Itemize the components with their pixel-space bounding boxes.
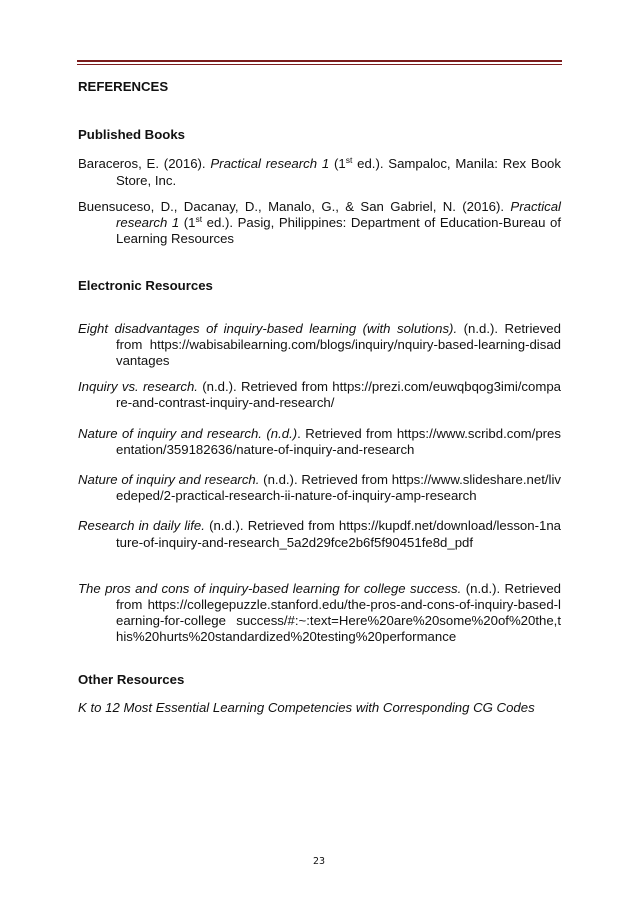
- reference-item: [78, 321, 561, 370]
- ref-publisher: ed.). Pasig, Philippines: Department of Education-Bureau of Learning Resources: [116, 215, 561, 247]
- ref-authors: Buensuceso, D., Dacanay, D., Manalo, G., & San Gabriel, N. (2016).: [78, 198, 511, 214]
- ref-title: Practical research 1: [210, 156, 330, 172]
- ref-url[interactable]: https://collegepuzzle.stanford.edu/the-pros-and-cons-of-inquiry-based-learning-for-college success/#:~:text=Here%20are%20some%20of%20the,this%20hurts%20standardized%20testing%20performance: [116, 597, 561, 645]
- ref-edition: (1: [329, 156, 346, 172]
- reference-item: [78, 426, 561, 458]
- ref-url[interactable]: https://kupdf.net/download/lesson-1nature-of-inquiry-and-research_5a2d29fce2b6f5f90451fe8d_pdf: [116, 518, 561, 550]
- ref-url[interactable]: https://prezi.com/euwqbqog3imi/compare-and-contrast-inquiry-and-research/: [116, 379, 561, 411]
- page-number: 23: [312, 856, 326, 867]
- ref-title: Research in daily life.: [78, 518, 205, 534]
- ref-title: Inquiry vs. research.: [78, 379, 198, 395]
- page-heading: REFERENCES: [78, 79, 169, 94]
- ref-retrieved: (n.d.). Retrieved from: [197, 379, 333, 395]
- header-rule-thin: [77, 64, 562, 65]
- references-page: [78, 79, 561, 716]
- reference-item: [78, 472, 561, 504]
- reference-item: [78, 379, 561, 411]
- reference-item: [78, 518, 561, 550]
- electronic-resources-heading: Electronic Resources: [78, 278, 213, 294]
- ref-retrieved: (n.d.). Retrieved from: [204, 518, 339, 534]
- ref-url[interactable]: https://www.scribd.com/presentation/359182636/nature-of-inquiry-and-research: [116, 425, 561, 457]
- ref-edition-sup: st: [345, 155, 353, 166]
- ref-retrieved: (n.d.). Retrieved from: [116, 580, 561, 613]
- ref-retrieved: (n.d.). Retrieved from: [116, 320, 561, 352]
- header-rule: [77, 60, 562, 62]
- ref-url[interactable]: https://www.slideshare.net/livedeped/2-practical-research-ii-nature-of-inquiry-amp-research: [116, 472, 561, 504]
- ref-publisher: ed.). Sampaloc, Manila: Rex Book Store, Inc.: [116, 156, 561, 188]
- ref-title: Nature of inquiry and research.: [78, 472, 260, 488]
- reference-item: [78, 581, 561, 646]
- ref-authors: Baraceros, E. (2016).: [78, 156, 211, 172]
- ref-retrieved: (n.d.). Retrieved from: [259, 472, 392, 488]
- ref-url[interactable]: https://wabisabilearning.com/blogs/inquiry/nquiry-based-learning-disadvantages: [116, 336, 561, 369]
- other-resource-item: K to 12 Most Essential Learning Competencies with Corresponding CG Codes: [78, 699, 535, 715]
- ref-edition-sup: st: [195, 214, 203, 225]
- ref-title: Nature of inquiry and research. (n.d.): [78, 425, 298, 441]
- ref-title: Eight disadvantages of inquiry-based learning (with solutions).: [78, 320, 458, 336]
- other-resources-heading: Other Resources: [78, 671, 185, 687]
- ref-retrieved: . Retrieved from: [297, 425, 397, 441]
- published-books-heading: Published Books: [78, 127, 185, 143]
- ref-title: The pros and cons of inquiry-based learning for college success.: [78, 580, 462, 596]
- ref-edition: (1: [179, 215, 196, 231]
- reference-item: [78, 156, 561, 188]
- reference-item: [78, 199, 561, 248]
- ref-title: Practical research 1: [116, 198, 561, 231]
